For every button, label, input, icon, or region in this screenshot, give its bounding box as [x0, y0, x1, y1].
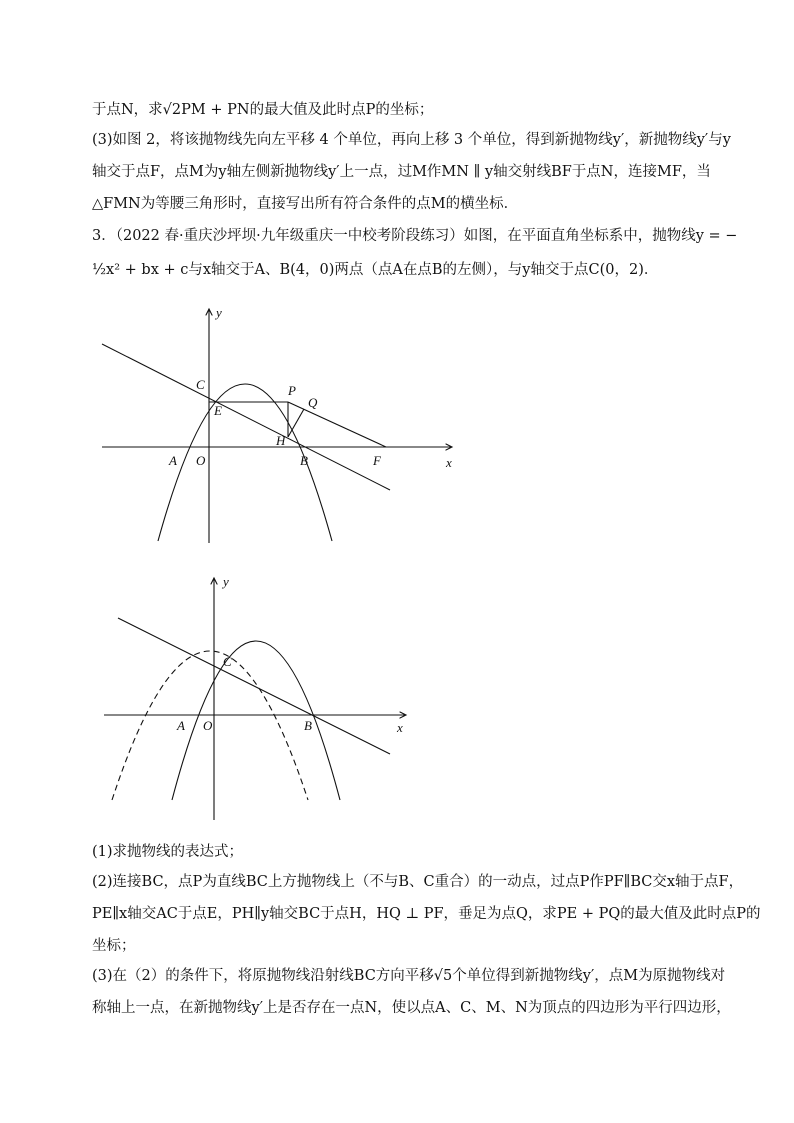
text-line-9: PE∥x轴交AC于点E，PH∥y轴交BC于点H，HQ ⊥ PF，垂足为点Q，求PE + PQ的最大值及此时点P的: [92, 906, 761, 922]
text-line-1: 于点N，求√2PM + PN的最大值及此时点P的坐标；: [92, 102, 434, 118]
text-line-2: (3)如图 2，将该抛物线先向左平移 4 个单位，再向上移 3 个单位，得到新抛物线y′，新抛物线y′与y: [92, 132, 731, 148]
figure-1: [90, 295, 470, 555]
label-y: y: [223, 574, 229, 589]
label-b: B: [304, 718, 312, 733]
text-line-3: 轴交于点F，点M为y轴左侧新抛物线y′上一点，过M作MN ∥ y轴交射线BF于点N，连接MF，当: [92, 164, 711, 180]
line-bc: [102, 344, 390, 490]
text-line-5: 3．（2022 春·重庆沙坪坝·九年级重庆一中校考阶段练习）如图，在平面直角坐标系中，抛物线y = −: [92, 228, 738, 244]
label-o: O: [196, 453, 206, 468]
label-b: B: [300, 453, 308, 468]
label-o: O: [203, 718, 213, 733]
figure-2: [100, 572, 420, 830]
line-pf: [288, 402, 386, 447]
line-bc: [118, 618, 390, 754]
text-line-4: △FMN为等腰三角形时，直接写出所有符合条件的点M的横坐标．: [92, 196, 519, 212]
parabola: [172, 641, 340, 800]
label-y: y: [216, 305, 222, 320]
text-line-10: 坐标；: [92, 938, 136, 954]
label-c: C: [196, 377, 205, 392]
text-line-7: (1)求抛物线的表达式；: [92, 844, 244, 860]
text-line-8: (2)连接BC，点P为直线BC上方抛物线上（不与B、C重合）的一动点，过点P作PF∥BC交x轴于点F，: [92, 874, 744, 890]
text-line-11: (3)在（2）的条件下，将原抛物线沿射线BC方向平移√5个单位得到新抛物线y′，点M为原抛物线对: [92, 968, 726, 984]
segment-hq: [288, 409, 304, 437]
label-a: A: [169, 453, 177, 468]
label-c: C: [223, 654, 232, 669]
text-line-12: 称轴上一点，在新抛物线y′上是否存在一点N，使以点A、C、M、N为顶点的四边形为平行四边形，: [92, 1000, 731, 1016]
label-f: F: [373, 453, 381, 468]
label-e: E: [214, 403, 222, 418]
text-line-6: ½x² + bx + c与x轴交于A、B(4，0)两点（点A在点B的左侧），与y轴交于点C(0，2)．: [92, 262, 659, 278]
label-a: A: [177, 718, 185, 733]
label-h: H: [276, 433, 286, 448]
label-p: P: [288, 383, 296, 398]
label-x: x: [446, 455, 452, 470]
label-x: x: [397, 720, 403, 735]
label-q: Q: [308, 395, 318, 410]
